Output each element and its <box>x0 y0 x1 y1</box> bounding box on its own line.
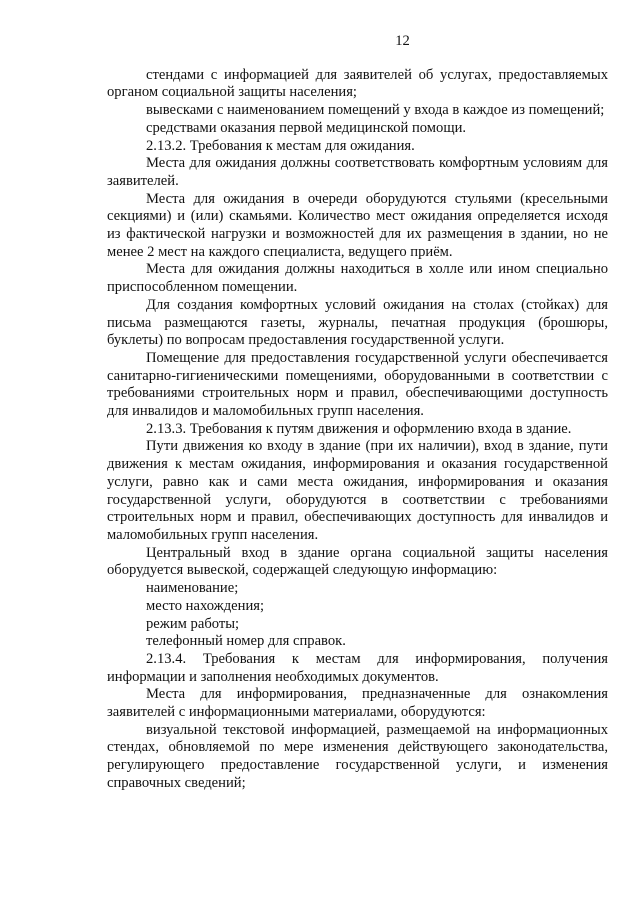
paragraph: Для создания комфортных условий ожидания на столах (стойках) для письма размещаются газеты, журналы, печатная продукция (брошюры, буклеты) по вопросам предоставления государственной услуги. <box>107 296 608 349</box>
paragraph: Пути движения ко входу в здание (при их наличии), вход в здание, пути движения к местам ожидания, информирования и оказания государственной услуги, равно как и сами места ожидания, информирования и оказания государственной услуги, оборудуются в соответствии с требованиями строительных норм и правил, обеспечивающих доступность для инвалидов и маломобильных групп населения. <box>107 438 608 543</box>
paragraph: Помещение для предоставления государственной услуги обеспечивается санитарно-гигиеническими помещениями, оборудованными в соответствии с требованиями строительных норм и правил, обеспечивающими доступность для инвалидов и маломобильных групп населения. <box>107 349 608 420</box>
document-body <box>107 67 608 793</box>
list-item: наименование; <box>146 580 239 597</box>
page-number: 12 <box>395 33 410 49</box>
paragraph: Места для информирования, предназначенные для ознакомления заявителей с информационными материалами, оборудуются: <box>107 686 608 721</box>
list-item: телефонный номер для справок. <box>146 633 346 650</box>
paragraph: Центральный вход в здание органа социальной защиты населения оборудуется вывеской, содержащей следующую информацию: <box>107 544 608 579</box>
list-item: место нахождения; <box>146 597 265 614</box>
paragraph: Места для ожидания в очереди оборудуются стульями (кресельными секциями) и (или) скамьями. Количество мест ожидания определяется исходя из фактической нагрузки и возможностей для их размещения в здании, но не менее 2 мест на каждого специалиста, ведущего приём. <box>107 190 608 260</box>
paragraph: визуальной текстовой информацией, размещаемой на информационных стендах, обновляемой по мере изменения действующего законодательства, регулирующего предоставление государственной услуги, и изменения справочных сведений; <box>107 721 608 791</box>
section-heading: 2.13.2. Требования к местам для ожидания. <box>146 137 415 154</box>
section-heading: 2.13.3. Требования к путям движения и оформлению входа в здание. <box>146 420 572 437</box>
paragraph: Места для ожидания должны находиться в холле или ином специально приспособленном помещении. <box>107 261 608 296</box>
paragraph: средствами оказания первой медицинской помощи. <box>146 119 467 136</box>
list-item: режим работы; <box>146 615 240 632</box>
paragraph: вывесками с наименованием помещений у входа в каждое из помещений; <box>146 102 605 119</box>
paragraph: стендами с информацией для заявителей об услугах, предоставляемых органом социальной защиты населения; <box>107 66 608 101</box>
section-heading: 2.13.4. Требования к местам для информирования, получения информации и заполнения необходимых документов. <box>107 650 608 685</box>
paragraph: Места для ожидания должны соответствовать комфортным условиям для заявителей. <box>107 155 608 189</box>
